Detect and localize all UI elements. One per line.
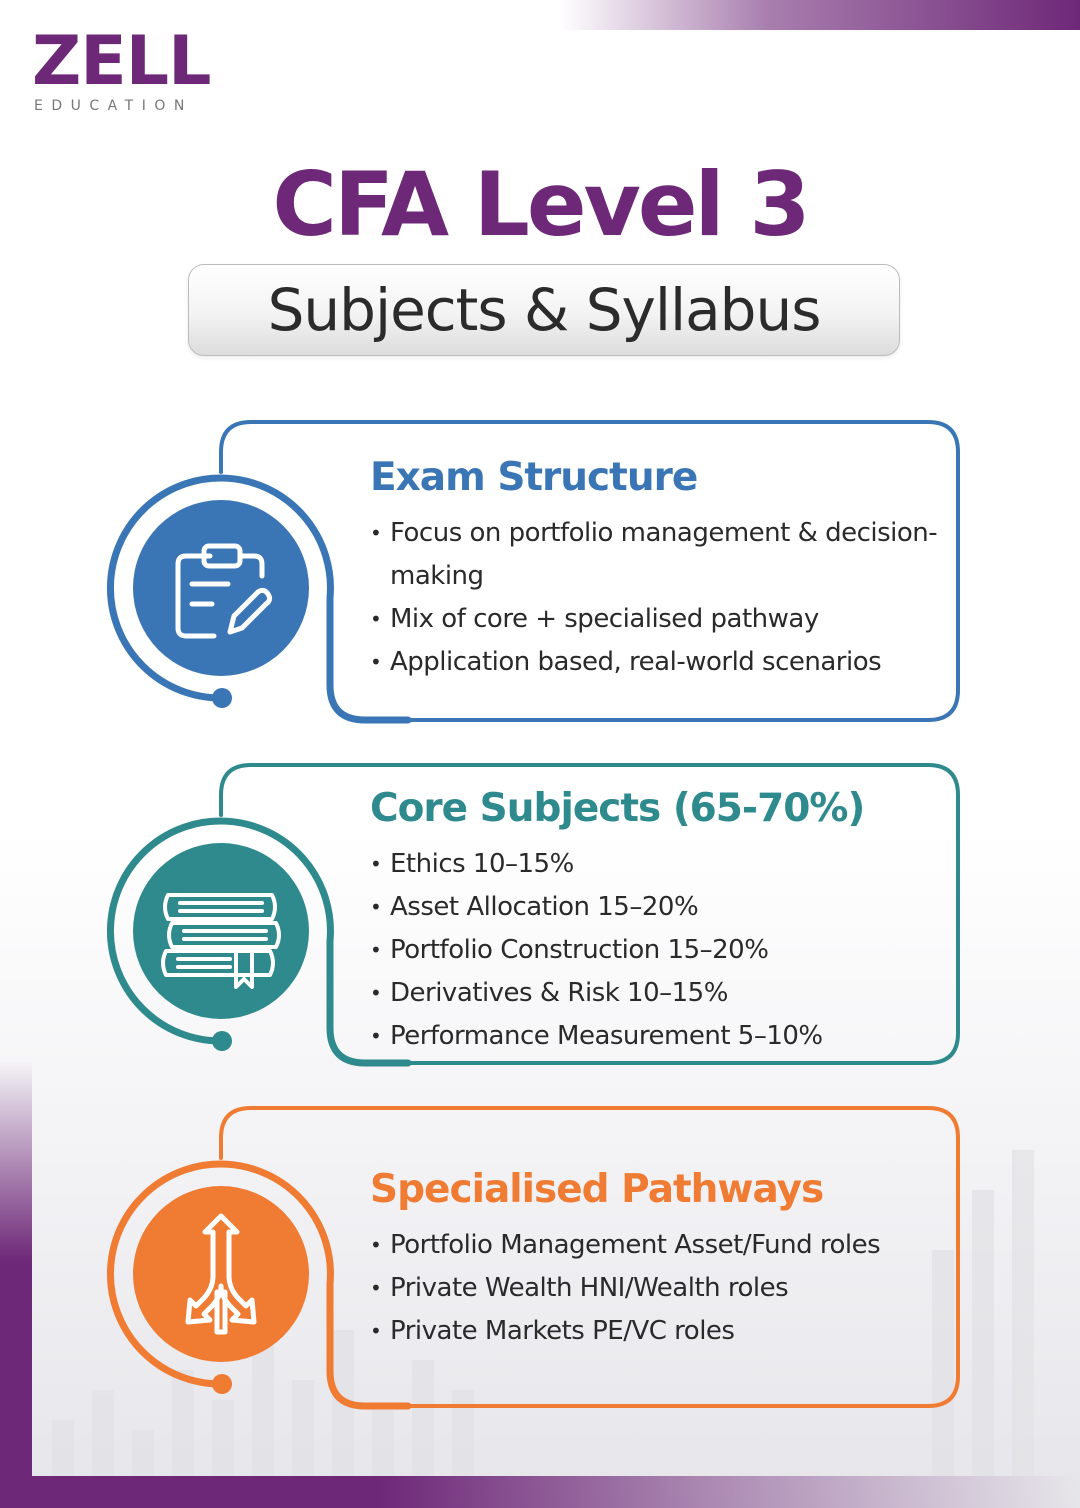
subtitle-pill [188,264,900,356]
page-subtitle: Subjects & Syllabus [267,276,821,344]
section-content [370,783,970,1058]
section-title: Specialised Pathways [370,1167,824,1212]
list-item: • Derivatives & Risk 10–15% [370,972,970,1015]
logo-subtext: EDUCATION [34,98,193,114]
list-item: • Ethics 10–15% [370,843,970,886]
list-item: • Focus on portfolio management & decision-making [370,512,970,598]
section-specialised-pathways [0,1106,1080,1436]
list-item: • Performance Measurement 5–10% [370,1015,970,1058]
zell-education-logo [32,22,211,124]
section-content [370,452,970,684]
page-title: CFA Level 3 [272,153,808,256]
section-exam-structure [0,420,1080,750]
list-item: • Private Wealth HNI/Wealth roles [370,1267,970,1310]
section-title: Core Subjects (65-70%) [370,786,865,831]
list-item: • Portfolio Management Asset/Fund roles [370,1224,970,1267]
logo-wordmark: ZELL [32,22,211,101]
list-item: • Portfolio Construction 15–20% [370,929,970,972]
section-title: Exam Structure [370,455,698,500]
list-item: • Private Markets PE/VC roles [370,1310,970,1353]
list-item: • Mix of core + specialised pathway [370,598,970,641]
list-item: • Asset Allocation 15–20% [370,886,970,929]
section-core-subjects [0,763,1080,1093]
bullet-list [370,512,970,684]
section-content [370,1164,970,1353]
bottom-accent-frame [0,1476,1080,1508]
list-item: • Application based, real-world scenarios [370,641,970,684]
bullet-list [370,843,970,1058]
bullet-list [370,1224,970,1353]
top-accent-bar [560,0,1080,30]
